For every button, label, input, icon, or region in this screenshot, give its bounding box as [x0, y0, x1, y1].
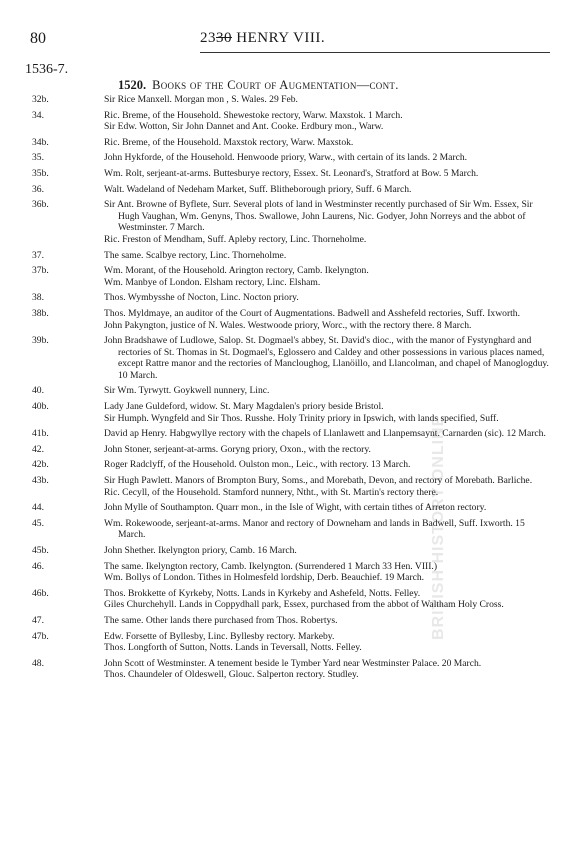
entry-text: Ric. Breme, of the Household. Shewestoke rectory, Warw. Maxstok. 1 March. — [104, 109, 403, 121]
entry-text: Wm. Morant, of the Household. Arington rectory, Camb. Ikelyngton. — [104, 265, 369, 277]
entry-text: Ric. Freston of Mendham, Suff. Apleby rectory, Linc. Thorneholme. — [104, 233, 367, 245]
entry-row — [30, 168, 550, 180]
entry-row — [30, 487, 550, 499]
folio-reference: 35. — [32, 152, 44, 164]
folio-reference: 35b. — [32, 167, 49, 179]
entry-text: David ap Henry. Habgwyllye rectory with the chapels of Llanlawett and Llanpemsaynt. Carnarden (sic). 12 March. — [104, 428, 546, 440]
entry-text: Wm. Rolt, serjeant-at-arms. Buttesburye rectory, Essex. St. Leonard's, Stratford at Bow. 5 March. — [104, 167, 479, 179]
entry-text: Ric. Cecyll, of the Household. Stamford nunnery, Ntht., with St. Martin's rectory there. — [104, 486, 439, 498]
folio-reference: 45. — [32, 517, 44, 529]
folio-reference: 40b. — [32, 401, 49, 413]
entry-row — [30, 561, 550, 573]
entry-text: John Stoner, serjeant-at-arms. Goryng priory, Oxon., with the rectory. — [104, 443, 371, 455]
entry-row — [30, 502, 550, 514]
folio-reference: 38b. — [32, 307, 49, 319]
entry-row — [30, 444, 550, 456]
entry-text: Thos. Wymbysshe of Nocton, Linc. Nocton priory. — [104, 292, 299, 304]
entry-row — [30, 545, 550, 557]
entry-text: Sir Wm. Tyrwytt. Goykwell nunnery, Linc. — [104, 385, 270, 397]
folio-reference: 36b. — [32, 199, 49, 211]
entry-row — [30, 588, 550, 600]
entry-text: Sir Rice Manxell. Morgan mon , S. Wales. 29 Feb. — [104, 94, 298, 105]
folio-reference — [30, 572, 104, 584]
entry-text: Sir Ant. Browne of Byflete, Surr. Several plots of land in Westminster recently purchased of Sir Wm. Essex, Sir Hugh Vaughan, Wm. Genyns, Thos. Swallowe, John Laurens, Nic. Godyer, John Norreys and the abbot of Westminster. 7 March. — [104, 199, 533, 234]
entry-text: Wm. Rokewoode, serjeant-at-arms. Manor and rectory of Downeham and lands in Badwell, Suff. Ixworth. 15 March. — [104, 517, 525, 541]
folio-reference — [30, 599, 104, 611]
entry-row — [30, 631, 550, 643]
folio-reference — [30, 642, 104, 654]
entry-list — [30, 94, 550, 681]
entry-text: John Shether. Ikelyngton priory, Camb. 16 March. — [104, 545, 297, 556]
entry-row — [30, 669, 550, 681]
entry-text: Thos. Myldmaye, an auditor of the Court of Augmentations. Badwell and Asshefeld rectories, Suff. Ixworth. — [104, 307, 521, 319]
entry-row — [30, 292, 550, 304]
folio-reference: 43b. — [32, 475, 49, 487]
entry-row — [30, 308, 550, 320]
entry-text: Ric. Breme, of the Household. Maxstok rectory, Warw. Maxstok. — [104, 136, 354, 148]
page-header — [0, 30, 567, 50]
entry-row — [30, 110, 550, 122]
folio-reference — [30, 413, 104, 425]
folio-reference: 46. — [32, 560, 44, 572]
entry-text: Thos. Chaundeler of Oldeswell, Glouc. Salperton rectory. Studley. — [104, 669, 359, 681]
entry-text: Wm. Bollys of London. Tithes in Holmesfeld lordship, Derb. Beauchief. 19 March. — [104, 572, 425, 584]
page-number: 80 — [30, 30, 46, 47]
entry-text: Thos. Longforth of Sutton, Notts. Lands in Teversall, Notts. Felley. — [104, 642, 362, 654]
entry-row — [30, 250, 550, 262]
folio-reference: 47b. — [32, 630, 49, 642]
entry-text: John Hykforde, of the Household. Henwoode priory, Warw., with certain of its lands. 2 March. — [104, 152, 468, 164]
folio-reference: 34. — [32, 109, 44, 121]
entry-text: Lady Jane Guldeford, widow. St. Mary Magdalen's priory beside Bristol. — [104, 401, 384, 413]
folio-reference: 42b. — [32, 459, 49, 471]
folio-reference: 36. — [32, 183, 44, 195]
entry-row — [30, 658, 550, 670]
folio-reference: 34b. — [32, 136, 49, 148]
entry-row — [30, 335, 550, 381]
folio-reference: 41b. — [32, 428, 49, 440]
entry-row — [30, 94, 550, 106]
folio-reference — [30, 234, 104, 246]
folio-reference: 32b. — [32, 94, 49, 105]
entry-text: Sir Edw. Wotton, Sir John Dannet and Ant. Cooke. Erdbury mon., Warw. — [104, 121, 384, 133]
entry-row — [30, 137, 550, 149]
entry-text: Wm. Manbye of London. Elsham rectory, Linc. Elsham. — [104, 276, 321, 288]
entry-text: Walt. Wadeland of Nedeham Market, Suff. Blitheborough priory, Suff. 6 March. — [104, 183, 412, 195]
entry-text: Giles Churchehyll. Lands in Coppydhall park, Essex, purchased from the abbot of Waltham Holy Cross. — [104, 599, 504, 611]
folio-reference: 37. — [32, 249, 44, 261]
entry-row — [30, 234, 550, 246]
entry-row — [30, 572, 550, 584]
folio-reference: 38. — [32, 292, 44, 304]
folio-reference — [30, 121, 104, 133]
entry-row — [30, 615, 550, 627]
folio-reference — [30, 320, 104, 332]
entry-text: Edw. Forsette of Byllesby, Linc. Byllesby rectory. Markeby. — [104, 630, 335, 642]
entry-row — [30, 413, 550, 425]
entry-row — [30, 385, 550, 397]
entry-row — [30, 459, 550, 471]
entry-text: The same. Ikelyngton rectory, Camb. Ikelyngton. (Surrendered 1 March 33 Hen. VIII.) — [104, 560, 438, 572]
entry-row — [30, 121, 550, 133]
watermark: BRITISH HISTORY ONLINE — [430, 414, 447, 640]
entry-text: The same. Scalbye rectory, Linc. Thorneholme. — [104, 249, 287, 261]
entry-text: The same. Other lands there purchased from Thos. Robertys. — [104, 614, 338, 626]
folio-reference: 46b. — [32, 587, 49, 599]
folio-reference: 45b. — [32, 545, 49, 556]
entry-row — [30, 518, 550, 541]
entry-row — [30, 401, 550, 413]
entry-text: Roger Radclyff, of the Household. Oulston mon., Leic., with rectory. 13 March. — [104, 459, 411, 471]
entry-text: John Bradshawe of Ludlowe, Salop. St. Dogmael's abbey, St. David's dioc., with the manor of Fystynghard and rectories of St. Thomas in St. Dogmael's, Eglossero and Caldey and other possessions in various places named, except Rattre manor and the rectories of Mancloughog, Llanöillo, and Llancolman, and chapel of Manoglogduy. 10 March. — [104, 335, 549, 381]
section-heading — [118, 78, 399, 93]
entry-row — [30, 199, 550, 234]
running-head-struck: 30 — [216, 30, 232, 46]
year-heading: 1536-7. — [25, 62, 69, 77]
folio-reference — [30, 487, 104, 499]
folio-reference: 42. — [32, 443, 44, 455]
entry-text: Sir Humph. Wyngfeld and Sir Thos. Russhe. Holy Trinity priory in Ipswich, with lands specified, Suff. — [104, 412, 499, 424]
folio-reference — [30, 277, 104, 289]
entry-row — [30, 642, 550, 654]
folio-reference — [30, 669, 104, 681]
entry-row — [30, 277, 550, 289]
entry-text: John Mylle of Southampton. Quarr mon., in the Isle of Wight, with certain tithes of Arreton rectory. — [104, 502, 487, 514]
folio-reference: 44. — [32, 502, 44, 514]
entry-row — [30, 184, 550, 196]
section-number: 1520. — [118, 78, 147, 92]
entry-text: John Pakyngton, justice of N. Wales. Westwoode priory, Worc., with the rectory there. 8 March. — [104, 319, 472, 331]
running-head — [200, 30, 480, 47]
running-head-prefix: 23 — [200, 30, 216, 46]
header-rule — [200, 52, 550, 53]
entry-row — [30, 599, 550, 611]
entry-text: John Scott of Westminster. A tenement beside le Tymber Yard near Westminster Palace. 20 March. — [104, 657, 482, 669]
entry-text: Sir Hugh Pawlett. Manors of Brompton Bury, Soms., and Morebath, Devon, and rectory of Morebath. Barliche. — [104, 475, 533, 487]
entry-row — [30, 475, 550, 487]
running-head-title: HENRY VIII. — [236, 30, 326, 46]
entry-row — [30, 320, 550, 332]
entry-row — [30, 428, 550, 440]
entry-text: Thos. Brokkette of Kyrkeby, Notts. Lands in Kyrkeby and Ashefeld, Notts. Felley. — [104, 587, 421, 599]
folio-reference: 48. — [32, 657, 44, 669]
folio-reference: 47. — [32, 614, 44, 626]
entry-row — [30, 152, 550, 164]
folio-reference: 40. — [32, 385, 44, 397]
entry-row — [30, 265, 550, 277]
folio-reference: 37b. — [32, 265, 49, 277]
section-title: Books of the Court of Augmentation—cont. — [152, 78, 399, 92]
folio-reference: 39b. — [32, 335, 49, 347]
